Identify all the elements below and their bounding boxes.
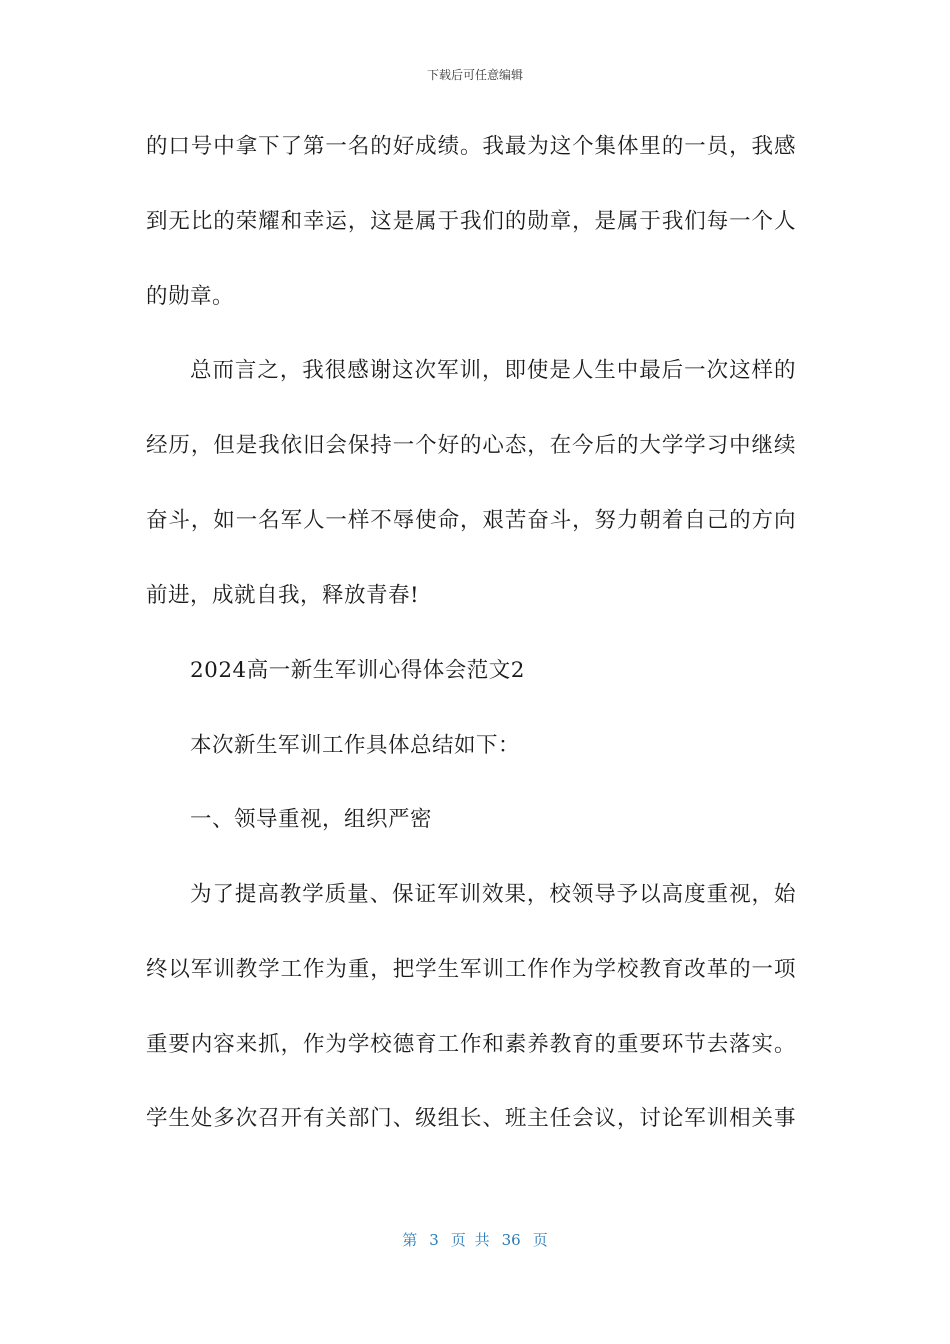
footer-end-label: 页 (532, 1231, 548, 1249)
subsection-heading: 一、领导重视，组织严密 (190, 807, 433, 832)
body-line-2: 到无比的荣耀和幸运，这是属于我们的勋章，是属于我们每一个人 (146, 209, 796, 234)
footer-total-label: 页 共 (450, 1231, 490, 1249)
body-line-1: 的口号中拿下了第一名的好成绩。我最为这个集体里的一员，我感 (146, 134, 796, 159)
footer-page-number: 3 (429, 1231, 439, 1249)
body-line-11: 为了提高教学质量、保证军训效果，校领导予以高度重视，始 (190, 882, 796, 907)
body-line-4: 总而言之，我很感谢这次军训，即使是人生中最后一次这样的 (190, 358, 796, 383)
section-title: 2024高一新生军训心得体会范文2 (190, 658, 525, 683)
body-line-3: 的勋章。 (146, 284, 235, 309)
body-line-13: 重要内容来抓，作为学校德育工作和素养教育的重要环节去落实。 (146, 1032, 796, 1057)
body-line-14: 学生处多次召开有关部门、级组长、班主任会议，讨论军训相关事 (146, 1106, 796, 1131)
page-footer (0, 1229, 950, 1250)
footer-total-pages: 36 (501, 1231, 521, 1249)
body-line-7: 前进，成就自我，释放青春! (146, 583, 420, 608)
body-line-5: 经历，但是我依旧会保持一个好的心态，在今后的大学学习中继续 (146, 433, 796, 458)
body-line-6: 奋斗，如一名军人一样不辱使命，艰苦奋斗，努力朝着自己的方向 (146, 508, 796, 533)
footer-page-label: 第 (402, 1231, 418, 1249)
page-header: 下载后可任意编辑 (426, 68, 523, 82)
body-line-12: 终以军训教学工作为重，把学生军训工作作为学校教育改革的一项 (146, 957, 796, 982)
body-line-9: 本次新生军训工作具体总结如下： (190, 733, 521, 758)
